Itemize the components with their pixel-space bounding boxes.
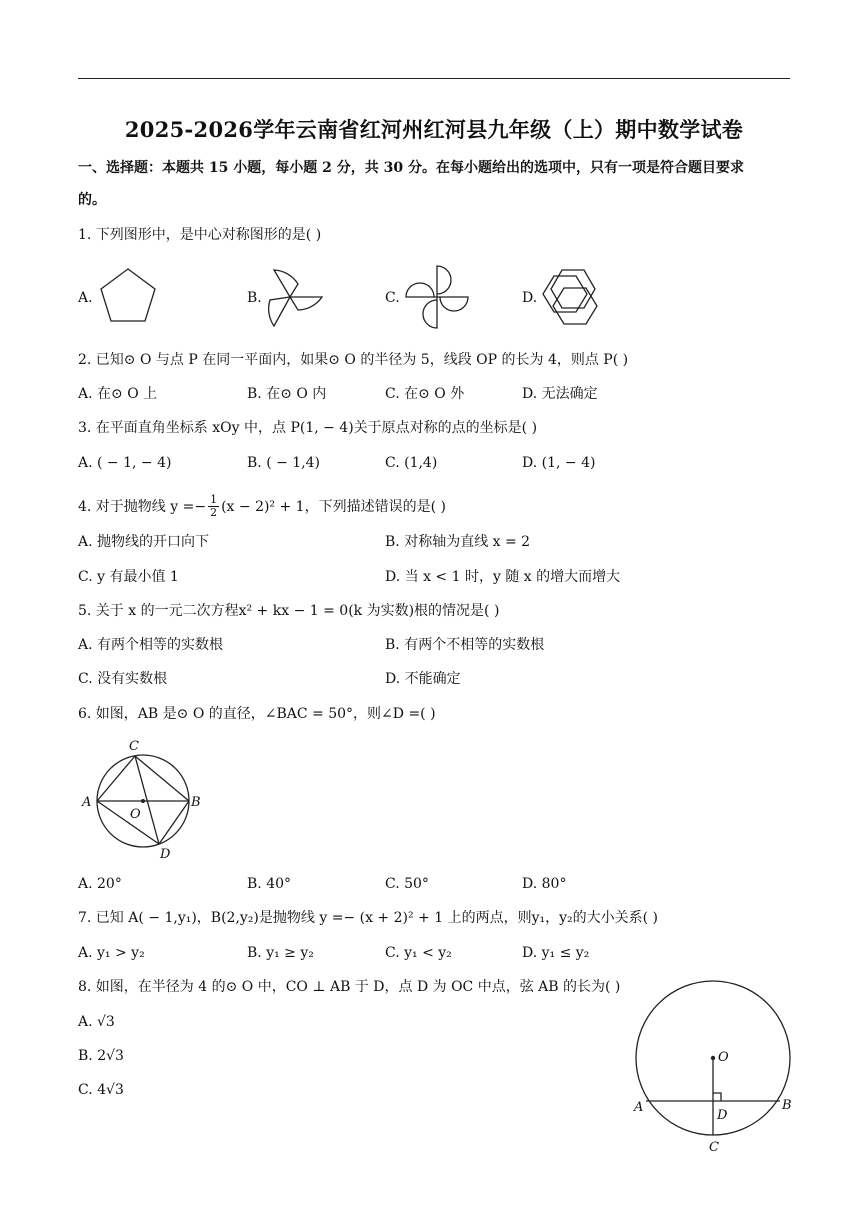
q6-option-c: C. 50° [385,876,429,892]
q4-fraction-num: 1 [210,493,218,506]
q4-stem-pre: 4. 对于抛物线 y =− [78,498,207,515]
q1-option-b: B. [247,290,262,306]
q6-label-o: O [130,807,141,822]
q8-label-a: A [634,1100,644,1115]
q1-figure-pinwheel [404,264,470,330]
question-5-stem: 5. 关于 x 的一元二次方程x² + kx − 1 = 0(k 为实数)根的情况是( ) [78,603,500,619]
q7-option-b: B. y₁ ≥ y₂ [247,945,314,961]
q6-label-a: A [82,795,92,810]
q5-option-a: A. 有两个相等的实数根 [78,637,224,653]
q1-option-d: D. [522,290,538,306]
q8-option-b: B. 2√3 [78,1048,124,1064]
question-4-stem [78,494,446,519]
page-title: 2025-2026学年云南省红河州红河县九年级（上）期中数学试卷 [124,117,744,142]
q3-option-c: C. (1,4) [385,455,438,471]
q1-option-a: A. [78,290,93,306]
q4-option-a: A. 抛物线的开口向下 [78,534,210,550]
q4-stem-post: (x − 2)² + 1，下列描述错误的是( ) [221,498,446,515]
q8-label-o: O [718,1050,729,1065]
q8-circle-figure [626,985,806,1157]
q2-option-b: B. 在⊙ O 内 [247,386,327,402]
q1-figure-hexagons [540,264,606,330]
q3-option-b: B. ( − 1,4) [247,455,321,471]
q8-label-c: C [709,1140,719,1155]
q6-option-b: B. 40° [247,876,292,892]
q7-option-d: D. y₁ ≤ y₂ [522,945,590,961]
q8-label-b: B [782,1098,792,1113]
question-1-stem: 1. 下列图形中，是中心对称图形的是( ) [78,227,322,243]
q1-figure-triskelion [260,264,326,330]
q5-option-b: B. 有两个不相等的实数根 [385,637,545,653]
q3-option-d: D. (1, − 4) [522,455,596,471]
header-rule [78,78,790,79]
q6-label-d: D [160,847,171,862]
q8-option-c: C. 4√3 [78,1082,124,1098]
q5-option-d: D. 不能确定 [385,671,461,687]
q4-fraction-den: 2 [210,506,218,519]
q7-option-c: C. y₁ < y₂ [385,945,452,961]
section-heading-line1: 一、选择题：本题共 15 小题，每小题 2 分，共 30 分。在每小题给出的选项中，只有一项是符合题目要求 [78,160,744,176]
q6-option-d: D. 80° [522,876,567,892]
q6-label-c: C [129,739,139,754]
question-2-stem: 2. 已知⊙ O 与点 P 在同一平面内，如果⊙ O 的半径为 5，线段 OP 的长为 4，则点 P( ) [78,352,629,368]
q1-option-c: C. [385,290,400,306]
q8-label-d: D [717,1108,728,1123]
q6-option-a: A. 20° [78,876,122,892]
q7-option-a: A. y₁ > y₂ [78,945,145,961]
q8-option-a: A. √3 [78,1014,115,1030]
q2-option-a: A. 在⊙ O 上 [78,386,158,402]
q2-option-d: D. 无法确定 [522,386,598,402]
q1-figure-pentagon [98,266,158,326]
q5-option-c: C. 没有实数根 [78,671,168,687]
question-8-stem: 8. 如图，在半径为 4 的⊙ O 中，CO ⊥ AB 于 D，点 D 为 OC 中点，弦 AB 的长为( ) [78,979,621,995]
question-7-stem: 7. 已知 A( − 1,y₁)，B(2,y₂)是抛物线 y =− (x + 2)² + 1 上的两点，则y₁，y₂的大小关系( ) [78,910,658,926]
q6-circle-figure [78,738,208,862]
q6-label-b: B [191,795,201,810]
question-3-stem: 3. 在平面直角坐标系 xOy 中，点 P(1, − 4)关于原点对称的点的坐标是( ) [78,420,538,436]
question-6-stem: 6. 如图，AB 是⊙ O 的直径，∠BAC = 50°，则∠D =( ) [78,706,436,722]
section-heading-line2: 的。 [78,192,106,208]
q4-option-b: B. 对称轴为直线 x = 2 [385,534,531,550]
q4-option-c: C. y 有最小值 1 [78,569,179,585]
q2-option-c: C. 在⊙ O 外 [385,386,465,402]
q4-option-d: D. 当 x < 1 时，y 随 x 的增大而增大 [385,569,621,585]
q3-option-a: A. ( − 1, − 4) [78,455,172,471]
q4-fraction [208,494,219,519]
